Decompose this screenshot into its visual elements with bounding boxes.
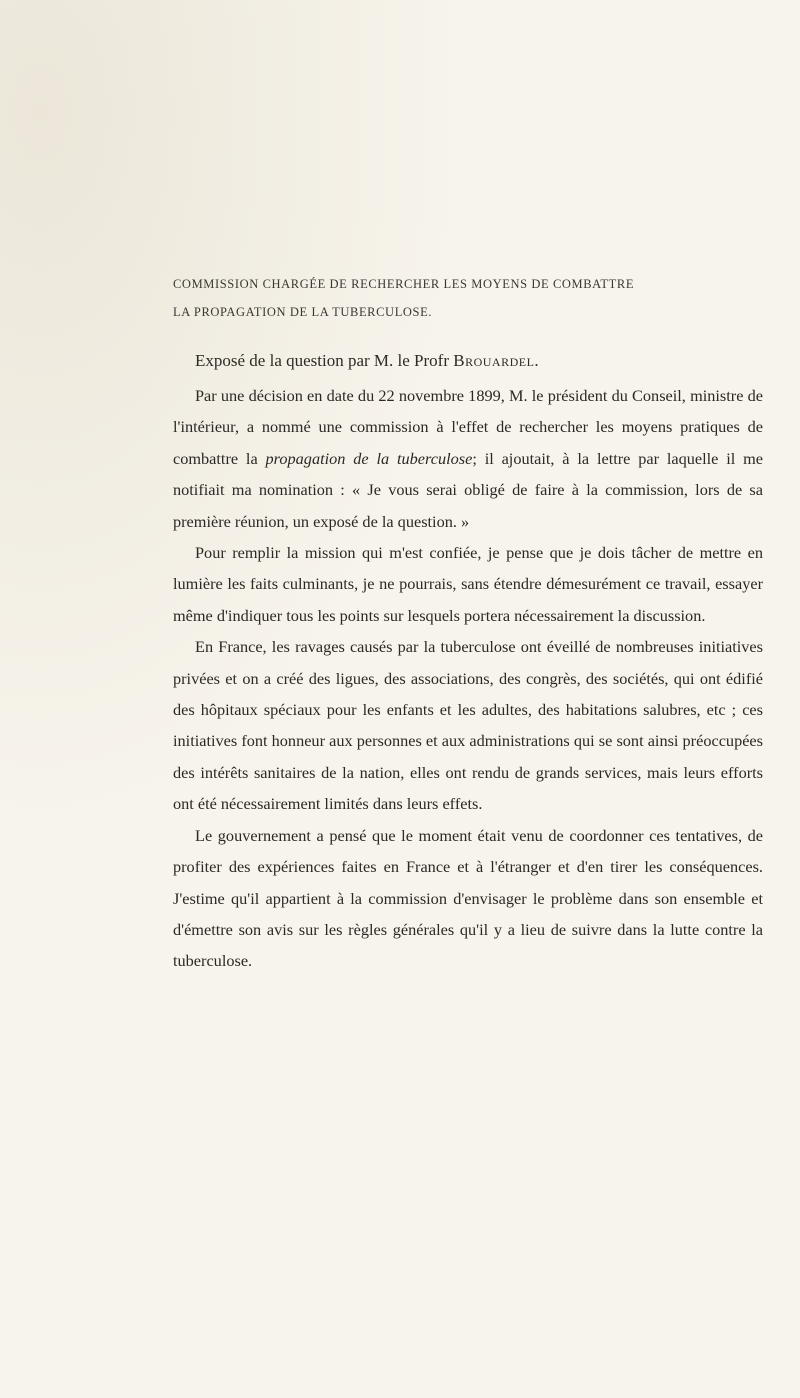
body-text bbox=[173, 380, 763, 977]
paragraph-4: Le gouvernement a pensé que le moment était venu de coordonner ces tentatives, de profiter des expériences faites en France et à l'étranger et d'en tirer les conséquences. J'estime qu'il appartient à la commission d'envisager le problème dans son ensemble et d'émettre son avis sur les règles générales qu'il y a lieu de suivre dans la lutte contre la tuberculose. bbox=[173, 825, 763, 971]
paragraph-3: En France, les ravages causés par la tuberculose ont éveillé de nombreuses initiatives privées et on a créé des ligues, des associations, des congrès, des sociétés, qui ont édifié des hôpitaux spéciaux pour les enfants et les adultes, des habitations salubres, etc ; ces initiatives font honneur aux personnes et aux administrations qui se sont ainsi préoccupées des intérêts sanitaires de la nation, elles ont rendu de grands services, mais leurs efforts ont été nécessairement limités dans leurs effets. bbox=[173, 637, 763, 814]
paragraph-1 bbox=[173, 380, 763, 537]
paragraph-1-start: Par une décision en date du 22 novembre 1899, M. le président du Conseil, ministre de l'intérieur, a nommé une commission à l'effet de rechercher les moyens pratiques de combattre la bbox=[173, 386, 763, 468]
document-page bbox=[173, 270, 763, 977]
paragraph-2: Pour remplir la mission qui m'est confiée, je pense que je dois tâcher de mettre en lumière les faits culminants, je ne pourrais, sans étendre démesurément ce travail, essayer même d'indiquer tous les points sur lesquels portera nécessairement la discussion. bbox=[173, 543, 763, 625]
byline-author: Brouardel. bbox=[453, 351, 540, 370]
heading-line-2: LA PROPAGATION DE LA TUBERCULOSE. bbox=[173, 305, 433, 319]
paragraph-1-italic: propagation de la tuberculose bbox=[265, 448, 473, 468]
heading-line-1: COMMISSION CHARGÉE DE RECHERCHER LES MOYENS DE COMBATTRE bbox=[173, 277, 635, 291]
expose-byline bbox=[173, 348, 763, 374]
paragraph-1-end: ; il ajoutait, à la lettre par laquelle il me notifiait ma nomination : « Je vous serai obligé de faire à la commission, lors de sa première réunion, un exposé de la question. » bbox=[173, 448, 763, 531]
section-heading bbox=[173, 270, 763, 326]
byline-prefix: Exposé de la question par M. le Profr bbox=[195, 351, 454, 370]
